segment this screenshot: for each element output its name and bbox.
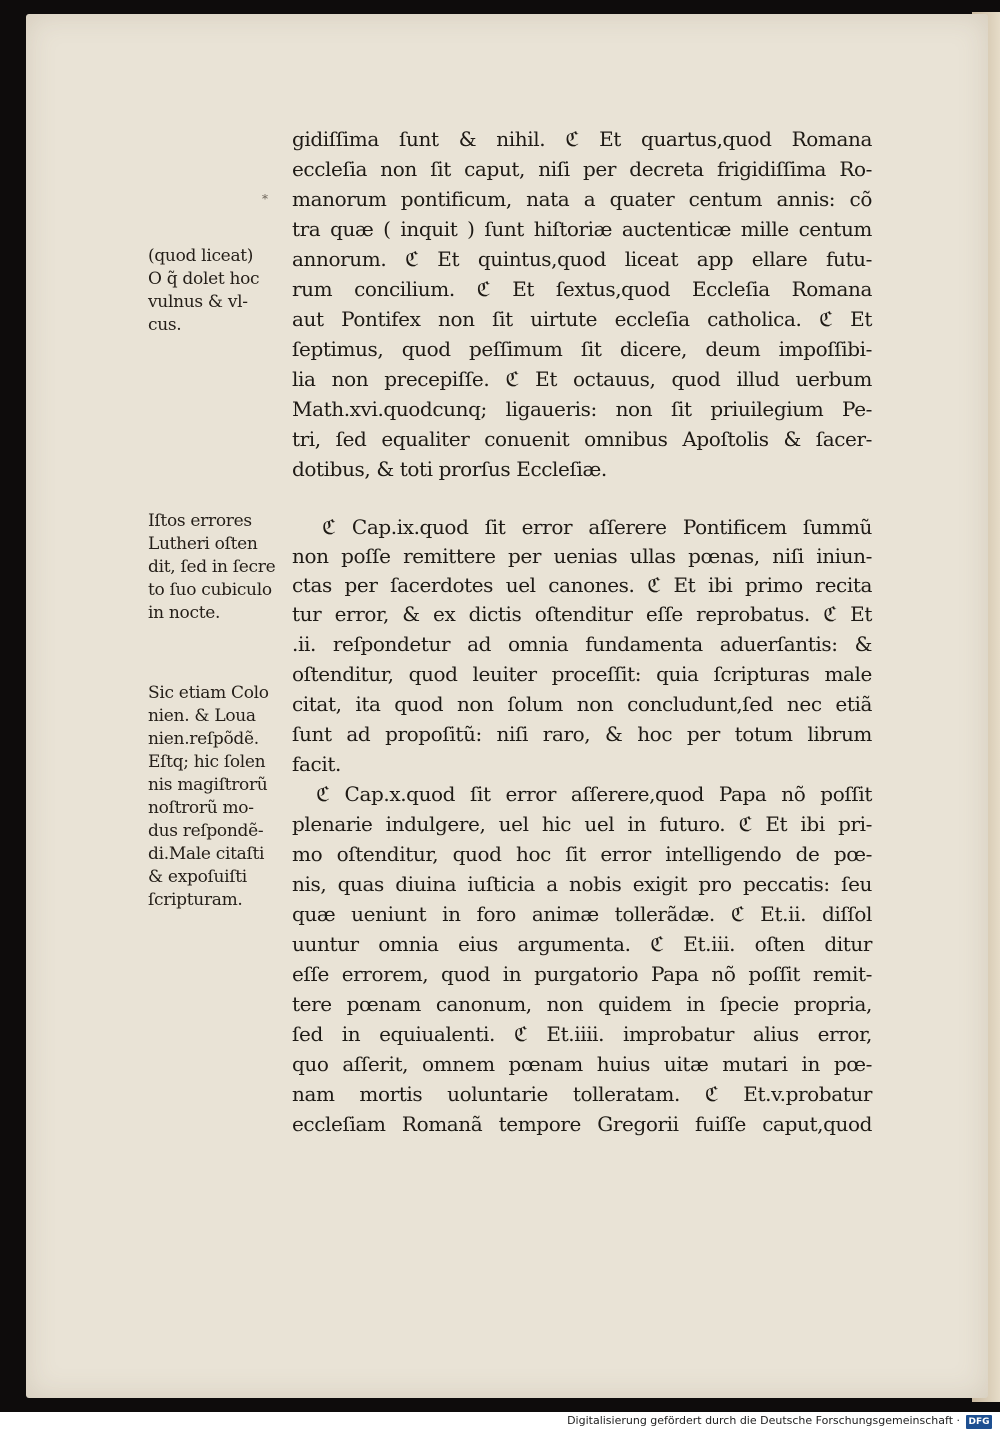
digitization-credit: Digitalisierung gefördert durch die Deutsche Forschungsgemeinschaft ·: [567, 1414, 960, 1427]
text-line: eſſe errorem, quod in purgatorio Papa nõ poſſit remit-: [292, 962, 872, 986]
margin-line: cus.: [148, 315, 182, 335]
text-line: ℭ Cap.ix.quod ſit error aſſerere Pontificem ſummũ: [322, 515, 872, 539]
text-line: plenarie indulgere, uel hic uel in futuro. ℭ Et ibi pri-: [292, 812, 872, 836]
text-line: ſed in equiualenti. ℭ Et.iiii. improbatur alius error,: [292, 1022, 872, 1046]
text-line: tur error, & ex dictis oſtenditur eſſe reprobatus. ℭ Et: [292, 602, 872, 626]
text-line: gidiſſima ſunt & nihil. ℭ Et quartus,quod Romana: [292, 127, 872, 151]
margin-line: di.Male citaſti: [148, 844, 265, 864]
margin-line: nien.reſpõdẽ.: [148, 729, 259, 749]
dfg-logo: DFG: [966, 1415, 992, 1429]
margin-line: nis magiſtrorũ: [148, 775, 268, 795]
text-line: eccleſia non ſit caput, niſi per decreta frigidiſſima Ro-: [292, 157, 872, 181]
text-line: annorum. ℭ Et quintus,quod liceat app ellare futu-: [292, 247, 872, 271]
text-line: Math.xvi.quodcunq; ligaueris: non ſit priuilegium Pe-: [292, 397, 872, 421]
text-line: non poſſe remittere per uenias ullas pœnas, niſi iniun-: [292, 544, 872, 568]
text-line: nis, quas diuina iuſticia a nobis exigit pro peccatis: ſeu: [292, 872, 872, 896]
text-line: tra quæ ( inquit ) ſunt hiſtoriæ auctenticæ mille centum: [292, 217, 872, 241]
text-line: aut Pontifex non ſit uirtute eccleſia catholica. ℭ Et: [292, 307, 872, 331]
text-line: quæ ueniunt in foro animæ tollerãdæ. ℭ Et.ii. diſſol: [292, 902, 872, 926]
text-line: lia non precepiſſe. ℭ Et octauus, quod illud uerbum: [292, 367, 872, 391]
text-line: ctas per ſacerdotes uel canones. ℭ Et ibi primo recita: [292, 573, 872, 597]
margin-line: to ſuo cubiculo: [148, 580, 272, 600]
margin-line: O q̃ dolet hoc: [148, 269, 260, 289]
text-line: .ii. reſpondetur ad omnia fundamenta aduerſantis: &: [292, 632, 872, 656]
text-line: ℭ Cap.x.quod ſit error aſſerere,quod Papa nõ poſſit: [316, 782, 872, 806]
margin-line: & expoſuiſti: [148, 867, 247, 887]
margin-line: in nocte.: [148, 603, 221, 623]
margin-line: Eſtq; hic ſolen: [148, 752, 266, 772]
margin-line: vulnus & vl-: [148, 292, 248, 312]
text-line: quo aſſerit, omnem pœnam huius uitæ mutari in pœ-: [292, 1052, 872, 1076]
text-line: eccleſiam Romanã tempore Gregorii fuiſſe caput,quod: [292, 1112, 872, 1136]
text-line: uuntur omnia eius argumenta. ℭ Et.iii. oſten ditur: [292, 932, 872, 956]
margin-line: Sic etiam Colo: [148, 683, 269, 703]
margin-line: Lutheri oſten: [148, 534, 258, 554]
text-line: facit.: [292, 752, 341, 776]
text-line: mo oſtenditur, quod hoc ſit error intelligendo de pœ-: [292, 842, 872, 866]
margin-line: Iſtos errores: [148, 511, 252, 531]
margin-line: dus reſpondẽ-: [148, 821, 264, 841]
printer-mark: *: [262, 192, 268, 206]
text-line: ſeptimus, quod peſſimum ſit dicere, deum impoſſibi-: [292, 337, 872, 361]
margin-line: (quod liceat): [148, 246, 254, 266]
text-line: citat, ita quod non ſolum non concludunt,ſed nec etiã: [292, 692, 872, 716]
text-line: tri, ſed equaliter conuenit omnibus Apoſtolis & ſacer-: [292, 427, 872, 451]
margin-line: nien. & Loua: [148, 706, 256, 726]
text-line: manorum pontificum, nata a quater centum annis: cõ: [292, 187, 872, 211]
text-line: ſunt ad propoſitũ: niſi raro, & hoc per totum librum: [292, 722, 872, 746]
text-line: dotibus, & toti prorſus Eccleſiæ.: [292, 457, 607, 481]
text-line: tere pœnam canonum, non quidem in ſpecie propria,: [292, 992, 872, 1016]
text-line: rum concilium. ℭ Et ſextus,quod Eccleſia Romana: [292, 277, 872, 301]
margin-line: dit, ſed in ſecre: [148, 557, 276, 577]
margin-line: noſtrorũ mo-: [148, 798, 254, 818]
margin-line: ſcripturam.: [148, 890, 243, 910]
text-line: oſtenditur, quod leuiter proceſſit: quia ſcripturas male: [292, 662, 872, 686]
text-line: nam mortis uoluntarie tolleratam. ℭ Et.v.probatur: [292, 1082, 872, 1106]
